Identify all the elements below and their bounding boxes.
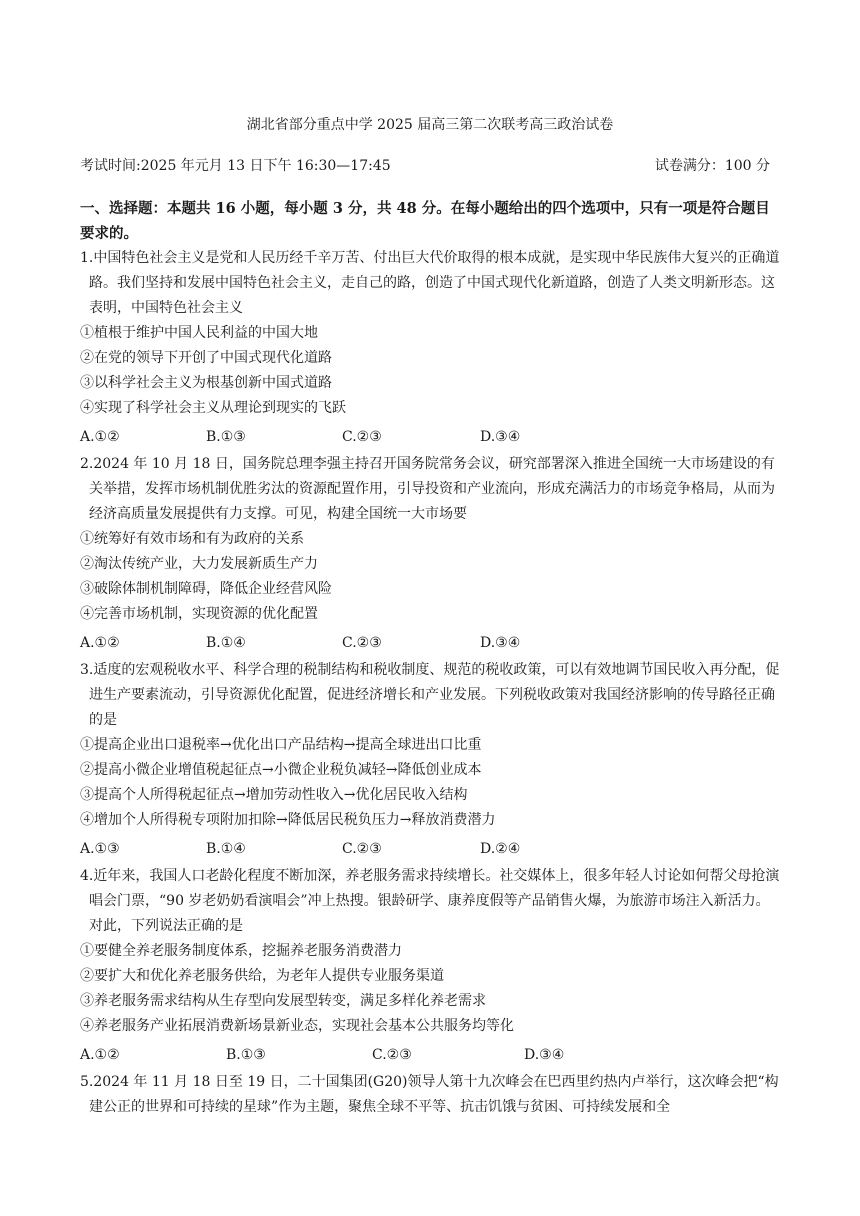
answer-choices xyxy=(80,425,780,450)
question-1 xyxy=(80,246,780,450)
statement-option: ②提高小微企业增值税起征点→小微企业税负减轻→降低创业成本 xyxy=(80,762,482,778)
statement-option: ①提高企业出口退税率→优化出口产品结构→提高全球进出口比重 xyxy=(80,737,482,753)
choice-d: D.③④ xyxy=(480,635,521,651)
answer-choices xyxy=(80,1043,780,1068)
exam-time: 考试时间:2025 年元月 13 日下午 16:30—17:45 xyxy=(80,158,391,174)
choice-a: A.①③ xyxy=(80,841,120,857)
statement-option: ②要扩大和优化养老服务供给，为老年人提供专业服务渠道 xyxy=(80,968,444,984)
question-stem: 5.2024 年 11 月 18 日至 19 日，二十国集团(G20)领导人第十九次峰会在巴西里约热内卢举行，这次峰会把“构建公正的世界和可持续的星球”作为主题，聚焦全球不平等、抗击饥饿与贫困、可持续发展和全 xyxy=(80,1074,779,1115)
statement-option: ③提高个人所得税起征点→增加劳动性收入→优化居民收入结构 xyxy=(80,787,468,803)
question-4 xyxy=(80,864,780,1068)
question-5 xyxy=(80,1070,780,1120)
choice-c: C.②③ xyxy=(342,429,382,445)
questions xyxy=(80,246,780,1120)
statement-option: ②淘汰传统产业，大力发展新质生产力 xyxy=(80,556,318,572)
choice-d: D.②④ xyxy=(480,841,521,857)
choice-c: C.②③ xyxy=(342,635,382,651)
statement-option: ④增加个人所得税专项附加扣除→降低居民税负压力→释放消费潜力 xyxy=(80,812,496,828)
section-heading-line1: 一、选择题：本题共 16 小题，每小题 3 分，共 48 分。在每小题给出的四个选项中，只有一项是符合题目 xyxy=(80,200,770,217)
choice-c: C.②③ xyxy=(372,1047,412,1063)
question-2 xyxy=(80,452,780,656)
question-stem: 1.中国特色社会主义是党和人民历经千辛万苦、付出巨大代价取得的根本成就，是实现中华民族伟大复兴的正确道路。我们坚持和发展中国特色社会主义，走自己的路，创造了中国式现代化新道路，创造了人类文明新形态。这表明，中国特色社会主义 xyxy=(80,250,780,316)
choice-d: D.③④ xyxy=(524,1047,565,1063)
answer-choices xyxy=(80,631,780,656)
question-3 xyxy=(80,658,780,862)
exam-title: 湖北省部分重点中学 2025 届高三第二次联考高三政治试卷 xyxy=(246,117,614,133)
question-stem: 4.近年来，我国人口老龄化程度不断加深，养老服务需求持续增长。社交媒体上，很多年轻人讨论如何帮父母抢演唱会门票，“90 岁老奶奶看演唱会”冲上热搜。银龄研学、康养度假等产品销售火爆，为旅游市场注入新活力。对此，下列说法正确的是 xyxy=(80,868,780,934)
full-score: 试卷满分：100 分 xyxy=(654,158,770,174)
choice-c: C.②③ xyxy=(342,841,382,857)
statement-option: ④完善市场机制，实现资源的优化配置 xyxy=(80,606,318,622)
section-heading xyxy=(80,196,780,246)
statement-option: ①统筹好有效市场和有为政府的关系 xyxy=(80,531,304,547)
answer-choices xyxy=(80,837,780,862)
statement-option: ④实现了科学社会主义从理论到现实的飞跃 xyxy=(80,400,346,416)
statement-option: ②在党的领导下开创了中国式现代化道路 xyxy=(80,350,332,366)
choice-b: B.①④ xyxy=(206,635,246,651)
section-heading-line2: 要求的。 xyxy=(80,225,138,242)
question-stem: 3.适度的宏观税收水平、科学合理的税制结构和税收制度、规范的税收政策，可以有效地调节国民收入再分配，促进生产要素流动，引导资源优化配置，促进经济增长和产业发展。下列税收政策对我国经济影响的传导路径正确的是 xyxy=(80,662,780,728)
choice-b: B.①③ xyxy=(206,429,246,445)
question-stem: 2.2024 年 10 月 18 日，国务院总理李强主持召开国务院常务会议，研究部署深入推进全国统一大市场建设的有关举措，发挥市场机制优胜劣汰的资源配置作用，引导投资和产业流向，形成充满活力的市场竞争格局，从而为经济高质量发展提供有力支撑。可见，构建全国统一大市场要 xyxy=(80,456,775,522)
choice-b: B.①④ xyxy=(206,841,246,857)
statement-option: ④养老服务产业拓展消费新场景新业态，实现社会基本公共服务均等化 xyxy=(80,1018,514,1034)
statement-option: ①植根于维护中国人民利益的中国大地 xyxy=(80,325,318,341)
choice-a: A.①② xyxy=(80,635,120,651)
statement-option: ③养老服务需求结构从生存型向发展型转变，满足多样化养老需求 xyxy=(80,993,486,1009)
exam-meta xyxy=(80,155,770,177)
statement-option: ①要健全养老服务制度体系，挖掘养老服务消费潜力 xyxy=(80,943,402,959)
statement-option: ③以科学社会主义为根基创新中国式道路 xyxy=(80,375,332,391)
choice-a: A.①② xyxy=(80,1047,120,1063)
choice-d: D.③④ xyxy=(480,429,521,445)
statement-option: ③破除体制机制障碍，降低企业经营风险 xyxy=(80,581,332,597)
choice-b: B.①③ xyxy=(226,1047,266,1063)
choice-a: A.①② xyxy=(80,429,120,445)
